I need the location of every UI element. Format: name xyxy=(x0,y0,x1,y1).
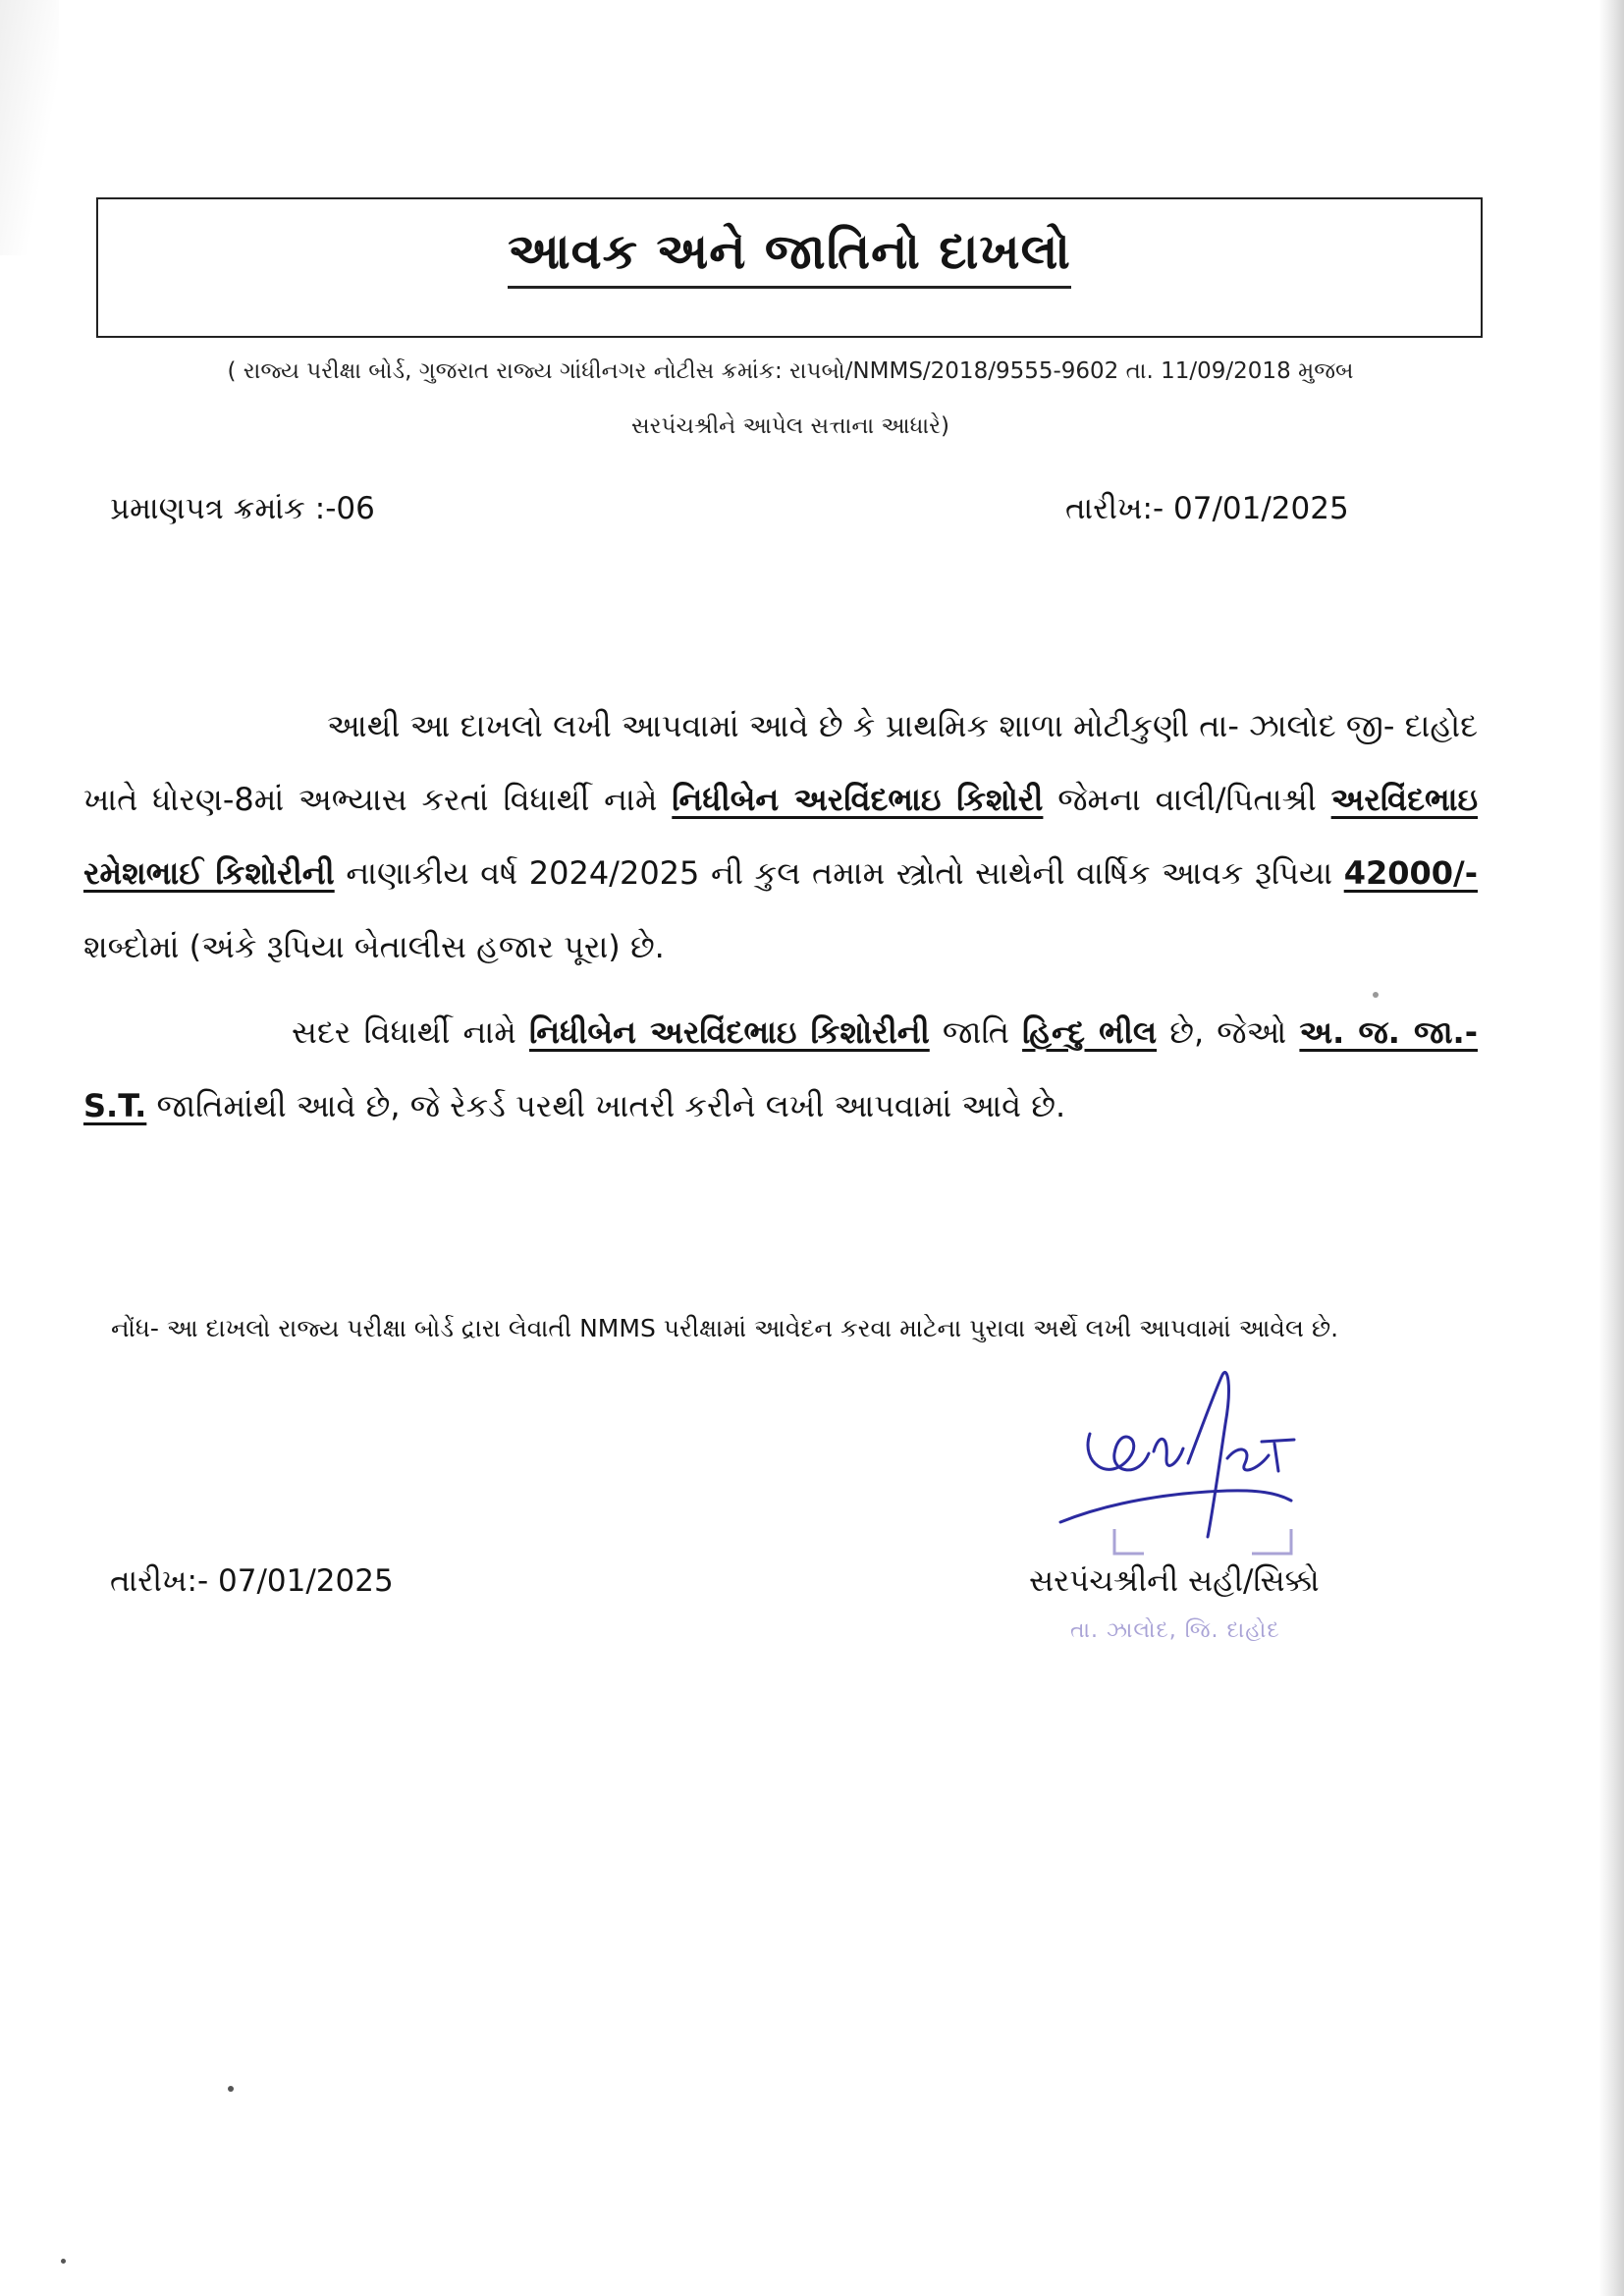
stamp-text: તા. ઝાલોદ, જિ. દાહોદ xyxy=(1070,1618,1280,1643)
paper-corner-shade xyxy=(0,0,59,255)
certificate-number: પ્રમાણપત્ર ક્રમાંક :-06 xyxy=(110,491,375,526)
title-box xyxy=(96,197,1483,338)
speck-mark xyxy=(1373,992,1379,998)
footer-date: તારીખ:- 07/01/2025 xyxy=(110,1563,394,1599)
reference-note xyxy=(108,344,1473,454)
income-text-4: શબ્દોમાં (અંકે રૂપિયા બેતાલીસ હજાર પૂરા) છે. xyxy=(83,928,665,965)
student-name-caste: નિધીબેન અરવિંદભાઇ કિશોરીની xyxy=(529,1013,930,1051)
reference-line-1: ( રાજ્ય પરીક્ષા બોર્ડ, ગુજરાત રાજ્ય ગાંધીનગર નોટીસ ક્રમાંક: રાપબો/NMMS/2018/9555-9602 તા. 11/09/2018 મુજબ xyxy=(227,358,1354,384)
document-title-wrap xyxy=(98,223,1481,281)
income-paragraph xyxy=(83,689,1478,984)
speck-mark xyxy=(228,2086,234,2092)
caste-paragraph xyxy=(83,996,1478,1143)
speck-mark xyxy=(61,2259,66,2264)
caste-text-4: જાતિમાંથી આવે છે, જે રેકર્ડ પરથી ખાતરી કરીને લખી આપવામાં આવે છે. xyxy=(146,1087,1066,1124)
footnote: નોંધ- આ દાખલો રાજ્ય પરીક્ષા બોર્ડ દ્રારા લેવાતી NMMS પરીક્ષામાં આવેદન કરવા માટેના પુરાવા અર્થે લખી આપવામાં આવેલ છે. xyxy=(111,1314,1339,1342)
caste-text-1: સદર વિધાર્થી નામે xyxy=(292,1013,529,1051)
reference-line-2: સરપંચશ્રીને આપેલ સત્તાના આધારે) xyxy=(631,413,949,439)
caste-text-3: છે, જેઓ xyxy=(1157,1013,1300,1051)
student-name: નિધીબેન અરવિંદભાઇ કિશોરી xyxy=(672,781,1044,818)
income-amount: 42000/- xyxy=(1343,854,1478,892)
income-text-2: જેમના વાલી/પિતાશ્રી xyxy=(1043,781,1331,818)
parent-name: અરવિંદભાઇ રમેશભાઈ કિશોરીની xyxy=(83,781,1479,892)
income-text-3: નાણાકીય વર્ષ 2024/2025 ની કુલ તમામ સ્ત્રોતો સાથેની વાર્ષિક આવક રૂપિયા xyxy=(334,854,1344,892)
paper-edge-shade xyxy=(1598,0,1624,2296)
income-text-1: આથી આ દાખલો લખી આપવામાં આવે છે કે પ્રાથમિક શાળા મોટીકુણી તા- ઝાલોદ જી- દાહોદ ખાતે ધોરણ-8માં અભ્યાસ કરતાં વિધાર્થી નામે xyxy=(83,707,1478,818)
signature-icon xyxy=(1021,1365,1316,1591)
document-title: આવક અને જાતિનો દાખલો xyxy=(508,223,1071,289)
certificate-body xyxy=(83,689,1478,1143)
caste-value: હિન્દુ ભીલ xyxy=(1022,1013,1158,1051)
caste-category: અ. જ. જા.- S.T. xyxy=(83,1013,1478,1124)
signature-label: સરપંચશ્રીની સહી/સિક્કો xyxy=(1029,1563,1320,1599)
caste-text-2: જાતિ xyxy=(929,1013,1023,1051)
certificate-date: તારીખ:- 07/01/2025 xyxy=(1065,491,1349,526)
